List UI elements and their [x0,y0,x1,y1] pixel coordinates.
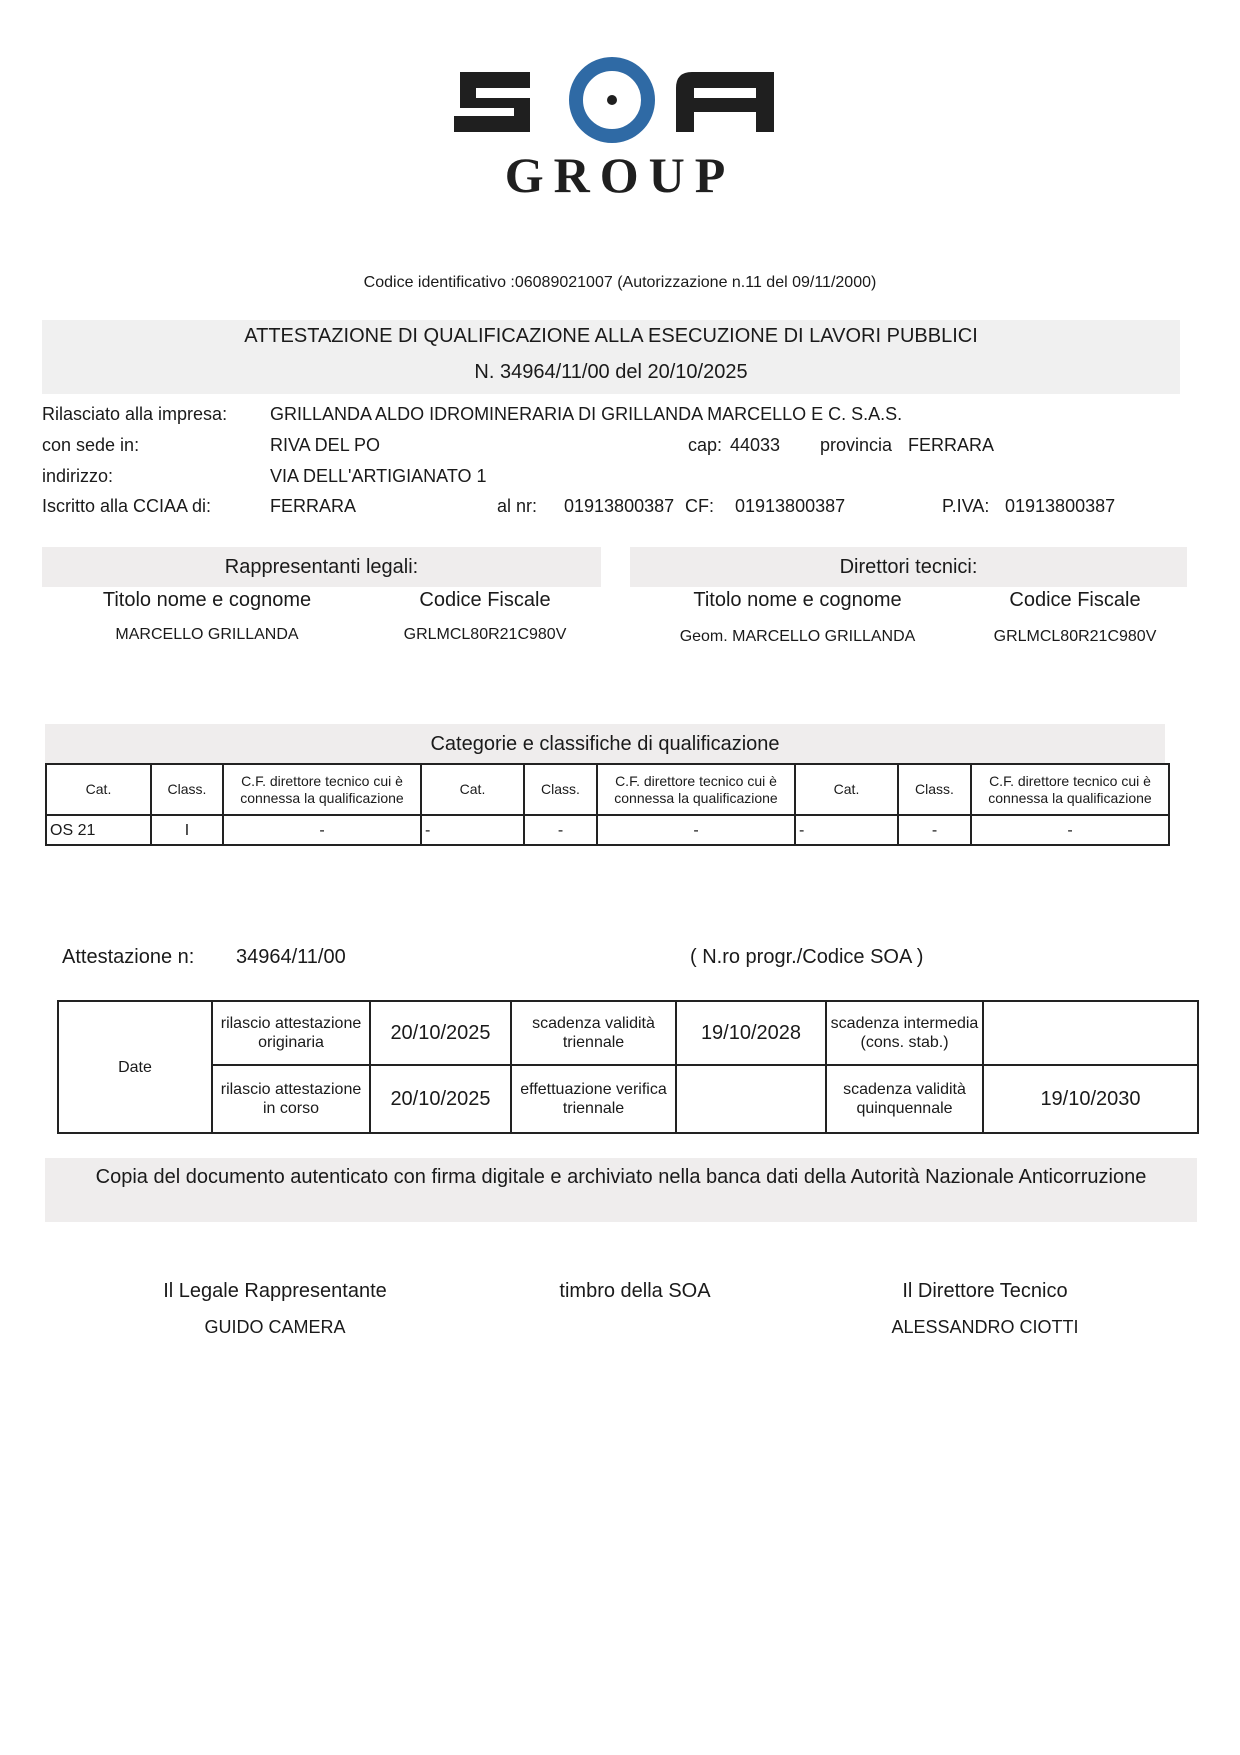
title-box [42,320,1180,394]
legale-name: MARCELLO GRILLANDA [115,626,299,643]
sede-value: RIVA DEL PO [270,435,381,455]
cf-label: CF: [685,496,714,516]
scad-quinq-value: 19/10/2030 [983,1065,1198,1133]
rilascio-orig-label: rilascio attestazione originaria [212,1001,370,1065]
table-row [46,815,1169,845]
legale-sign-name: GUIDO CAMERA [204,1317,346,1337]
categorie-header-row [46,764,1169,815]
col-class: Class. [151,764,223,815]
col-cf: C.F. direttore tecnico cui è connessa la qualificazione [223,764,421,815]
copy-note: Copia del documento autenticato con firma digitale e archiviato nella banca dati della Autorità Nazionale Anticorruzione [95,1166,1147,1188]
attestazione-note: ( N.ro progr./Codice SOA ) [690,946,924,968]
cell-cat: - [421,815,524,845]
cap-value: 44033 [730,435,781,455]
piva-label: P.IVA: [942,496,990,516]
cell-class: - [898,815,971,845]
attestazione-label: Attestazione n: [62,946,195,968]
legale-sign-label: Il Legale Rappresentante [163,1280,387,1302]
document-number: N. 34964/11/00 del 20/10/2025 [474,361,748,383]
scad-inter-value [983,1001,1198,1065]
copy-note-box [45,1158,1197,1222]
timbro-label: timbro della SOA [559,1280,711,1302]
direttore-sign-label: Il Direttore Tecnico [902,1280,1068,1302]
scad-inter-label: scadenza intermedia (cons. stab.) [826,1001,983,1065]
cell-cat: OS 21 [46,815,151,845]
col-cat: Cat. [795,764,898,815]
cciaa-value: FERRARA [270,496,357,516]
piva-value: 01913800387 [1005,496,1116,516]
col-class: Class. [524,764,597,815]
logo-group-text: GROUP [504,147,736,202]
rilasciato-label: Rilasciato alla impresa: [42,404,228,424]
indirizzo-label: indirizzo: [42,466,114,486]
provincia-label: provincia [820,435,893,455]
cap-label: cap: [688,435,723,455]
indirizzo-value: VIA DELL'ARTIGIANATO 1 [270,466,487,486]
soa-logo-graphic [450,52,790,202]
dates-row-1 [58,1001,1198,1065]
cell-cf: - [971,815,1169,845]
legale-cf: GRLMCL80R21C980V [403,626,567,643]
tecnico-name: Geom. MARCELLO GRILLANDA [679,628,916,645]
nr-label: al nr: [497,496,538,516]
nr-value: 01913800387 [564,496,675,516]
col-cat: Cat. [46,764,151,815]
rilascio-corso-label: rilascio attestazione in corso [212,1065,370,1133]
col-class: Class. [898,764,971,815]
direttore-sign-name: ALESSANDRO CIOTTI [891,1317,1079,1337]
document-title: ATTESTAZIONE DI QUALIFICAZIONE ALLA ESECUZIONE DI LAVORI PUBBLICI [244,325,978,347]
col-cf: C.F. direttore tecnico cui è connessa la qualificazione [971,764,1169,815]
cciaa-label: Iscritto alla CCIAA di: [42,496,212,516]
scad-trien-label: scadenza validità triennale [511,1001,676,1065]
soa-group-logo [450,52,790,202]
tecnici-header: Direttori tecnici: [630,547,1187,587]
date-label: Date [58,1001,212,1133]
company-name: GRILLANDA ALDO IDROMINERARIA DI GRILLANDA MARCELLO E C. S.A.S. [270,404,903,424]
tecnico-cf: GRLMCL80R21C980V [993,628,1157,645]
tecnici-col-cf: Codice Fiscale [1009,589,1141,611]
attestazione-number: 34964/11/00 [236,946,346,968]
verifica-value [676,1065,826,1133]
categorie-header: Categorie e classifiche di qualificazione [45,724,1165,764]
legali-col-name: Titolo nome e cognome [102,589,312,611]
dates-table [57,1000,1199,1134]
cf-value: 01913800387 [735,496,846,516]
sede-label: con sede in: [42,435,140,455]
cell-class: I [151,815,223,845]
cell-class: - [524,815,597,845]
legali-header: Rappresentanti legali: [42,547,601,587]
rilascio-corso-value: 20/10/2025 [370,1065,511,1133]
verifica-label: effettuazione verifica triennale [511,1065,676,1133]
provincia-value: FERRARA [908,435,995,455]
identification-code: Codice identificativo :06089021007 (Autorizzazione n.11 del 09/11/2000) [363,274,877,291]
scad-quinq-label: scadenza validità quinquennale [826,1065,983,1133]
cell-cf: - [223,815,421,845]
col-cat: Cat. [421,764,524,815]
tecnici-col-name: Titolo nome e cognome [693,589,902,611]
dates-row-2 [58,1065,1198,1133]
cell-cf: - [597,815,795,845]
scad-trien-value: 19/10/2028 [676,1001,826,1065]
cell-cat: - [795,815,898,845]
col-cf: C.F. direttore tecnico cui è connessa la qualificazione [597,764,795,815]
legali-col-cf: Codice Fiscale [419,589,551,611]
categorie-table [45,763,1170,846]
rilascio-orig-value: 20/10/2025 [370,1001,511,1065]
